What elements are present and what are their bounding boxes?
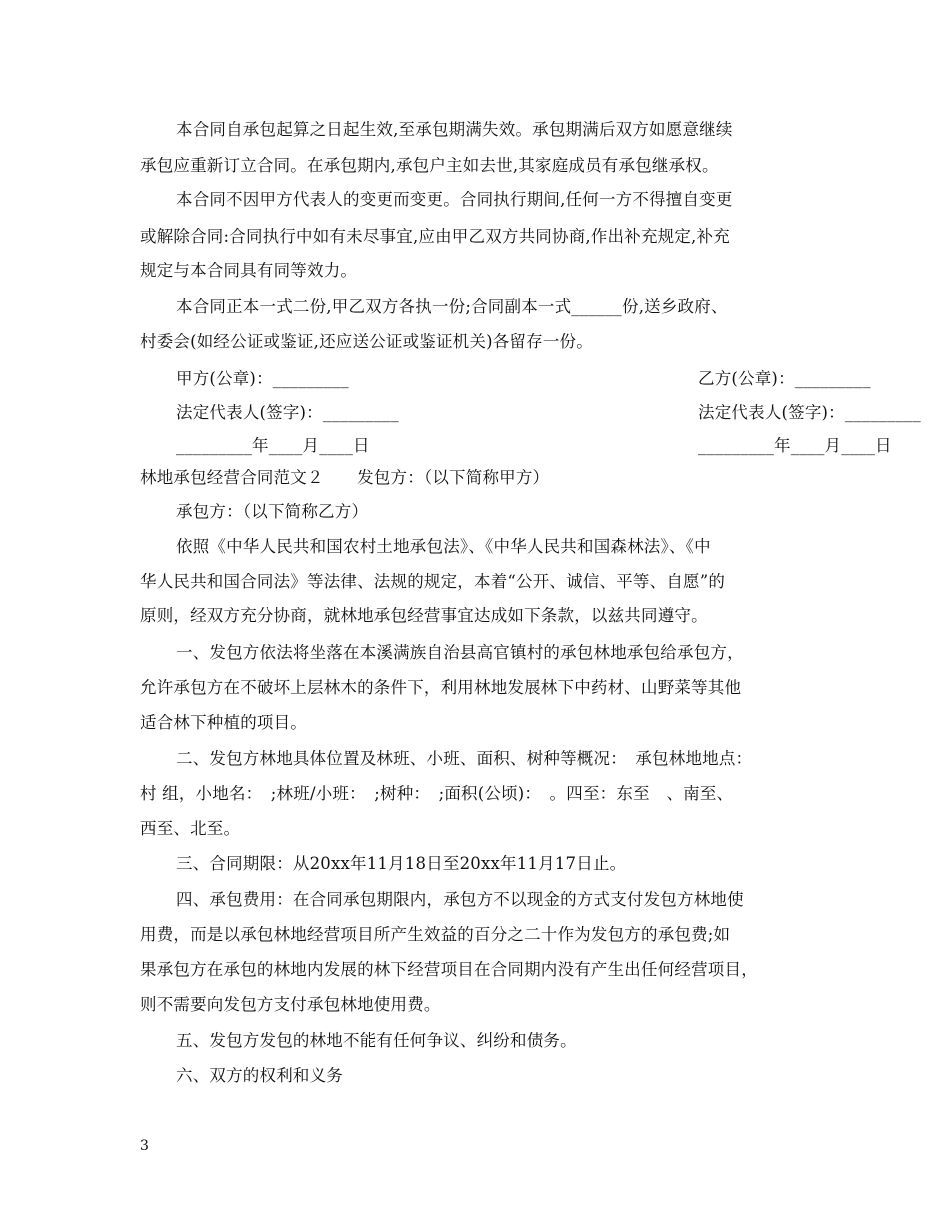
party-a-date: _________年____月____日 xyxy=(176,436,370,455)
paragraph-line: 四、承包费用：在合同承包期限内，承包方不以现金的方式支付发包方林地使 xyxy=(176,890,744,909)
party-b-date: _________年____月____日 xyxy=(698,436,892,455)
section-title: 林地承包经营合同范文２ 发包方：（以下简称甲方） xyxy=(140,468,550,487)
party-b-rep: 法定代表人(签字)：_________ xyxy=(698,403,921,422)
paragraph-line: 果承包方在承包的林地内发展的林下经营项目在合同期内没有产生出任何经营项目， xyxy=(140,960,758,979)
paragraph-line: 华人民共和国合同法》等法律、法规的规定，本着“公开、诚信、平等、自愿”的 xyxy=(140,572,726,591)
paragraph-line: 六、双方的权利和义务 xyxy=(176,1066,343,1085)
party-a-seal: 甲方(公章)：_________ xyxy=(176,369,349,388)
party-a-rep: 法定代表人(签字)：_________ xyxy=(176,403,399,422)
paragraph-line: 则不需要向发包方支付承包林地使用费。 xyxy=(140,995,441,1014)
paragraph-line: 西至、北至。 xyxy=(140,819,241,838)
paragraph-line: 一、发包方依法将坐落在本溪满族自治县高官镇村的承包林地承包给承包方， xyxy=(176,643,744,662)
page-number: 3 xyxy=(140,1138,149,1154)
signature-row xyxy=(176,368,871,390)
paragraph-line: 承包方：（以下简称乙方） xyxy=(176,502,369,521)
paragraph-line: 规定与本合同具有同等效力。 xyxy=(140,261,358,280)
paragraph-line: 三、合同期限：从20xx年11月18日至20xx年11月17日止。 xyxy=(176,854,627,873)
paragraph-line: 本合同不因甲方代表人的变更而变更。合同执行期间,任何一方不得擅自变更 xyxy=(176,190,733,209)
paragraph-line: 用费，而是以承包林地经营项目所产生效益的百分之二十作为发包方的承包费;如 xyxy=(140,925,731,944)
paragraph-line: 依照《中华人民共和国农村土地承包法》、《中华人民共和国森林法》、《中 xyxy=(176,537,711,556)
party-b-seal: 乙方(公章)：_________ xyxy=(698,369,871,388)
paragraph-line: 原则，经双方充分协商，就林地承包经营事宜达成如下条款，以兹共同遵守。 xyxy=(140,606,708,625)
paragraph-line: 或解除合同:合同执行中如有未尽事宜,应由甲乙双方共同协商,作出补充规定,补充 xyxy=(140,227,730,246)
paragraph-line: 村委会(如经公证或鉴证,还应送公证或鉴证机关)各留存一份。 xyxy=(140,332,593,351)
paragraph-line: 承包应重新订立合同。在承包期内,承包户主如去世,其家庭成员有承包继承权。 xyxy=(140,156,719,175)
signature-row xyxy=(176,435,892,457)
paragraph-line: 五、发包方发包的林地不能有任何争议、纠纷和债务。 xyxy=(176,1031,577,1050)
paragraph-line: 村 组，小地名： ;林班/小班： ;树种： ;面积(公顷)： 。四至：东至 、南至、 xyxy=(140,784,734,803)
paragraph-line: 二、发包方林地具体位置及林班、小班、面积、树种等概况： 承包林地地点： xyxy=(176,749,753,768)
signature-row xyxy=(176,402,921,424)
paragraph-line: 允许承包方在不破坏上层林木的条件下，利用林地发展林下中药材、山野菜等其他 xyxy=(140,678,742,697)
paragraph-line: 本合同正本一式二份,甲乙双方各执一份;合同副本一式______份,送乡政府、 xyxy=(176,297,728,316)
paragraph-line: 适合林下种植的项目。 xyxy=(140,713,307,732)
paragraph-line: 本合同自承包起算之日起生效,至承包期满失效。承包期满后双方如愿意继续 xyxy=(176,120,733,139)
